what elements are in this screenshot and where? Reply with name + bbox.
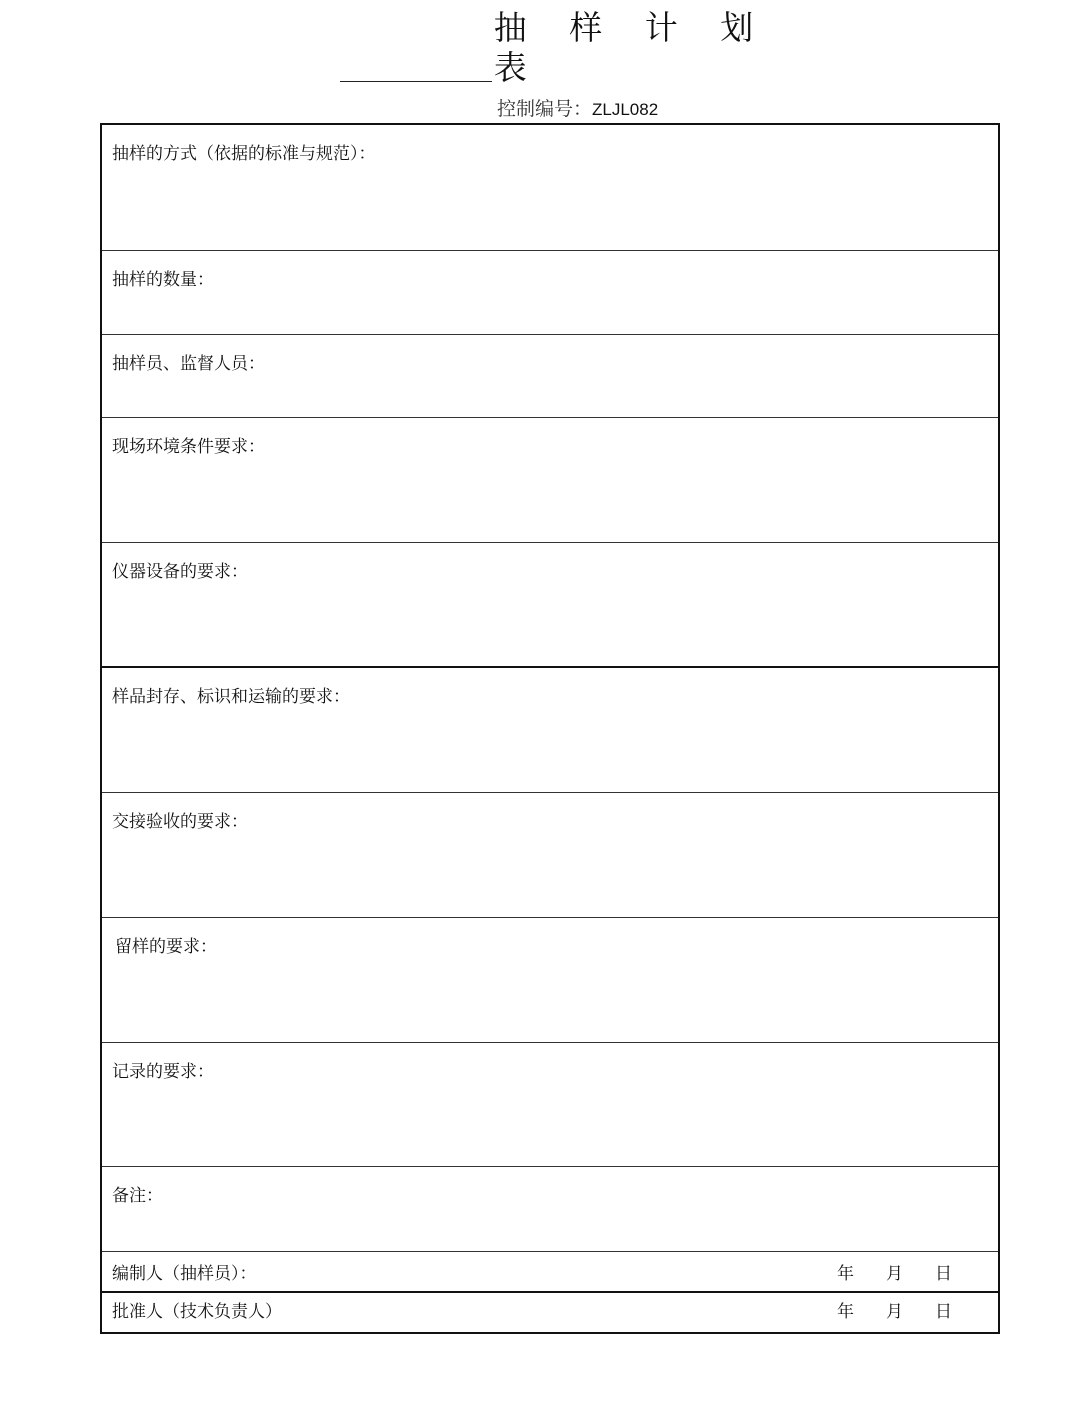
control-number [497, 96, 658, 122]
row-remarks[interactable] [102, 1167, 998, 1252]
row-sample-handling[interactable] [102, 668, 998, 793]
row-site-conditions[interactable] [102, 418, 998, 543]
handover-label: 交接验收的要求： [112, 812, 248, 832]
row-handover[interactable] [102, 793, 998, 918]
document-title [340, 8, 780, 88]
row-sampling-method[interactable] [102, 125, 998, 251]
site-conditions-label: 现场环境条件要求： [112, 437, 265, 457]
sampling-quantity-label: 抽样的数量： [112, 270, 214, 290]
remarks-label: 备注： [112, 1186, 163, 1206]
sample-handling-label: 样品封存、标识和运输的要求： [112, 687, 350, 707]
approved-date-month: 月 [886, 1302, 903, 1322]
approved-date-year: 年 [837, 1302, 854, 1322]
compiled-date-year: 年 [837, 1264, 854, 1284]
retention-label: 留样的要求： [115, 937, 217, 957]
row-personnel[interactable] [102, 335, 998, 418]
compiled-date-day: 日 [935, 1264, 952, 1284]
sampling-method-label: 抽样的方式（依据的标准与规范）： [112, 144, 376, 164]
records-label: 记录的要求： [112, 1062, 214, 1082]
approved-date-day: 日 [935, 1302, 952, 1322]
approved-by-label: 批准人（技术负责人） [112, 1302, 282, 1322]
row-records[interactable] [102, 1043, 998, 1167]
equipment-label: 仪器设备的要求： [112, 562, 248, 582]
approved-date [837, 1301, 952, 1323]
control-number-value: ZLJL082 [592, 100, 659, 119]
compiled-date [837, 1263, 952, 1285]
title-text: 抽 样 计 划 表 [493, 8, 770, 87]
row-approved-by[interactable] [102, 1293, 998, 1332]
control-number-label: 控制编号： [497, 98, 593, 120]
title-blank-field[interactable] [340, 45, 492, 82]
row-sampling-quantity[interactable] [102, 251, 998, 335]
compiled-date-month: 月 [886, 1264, 903, 1284]
row-equipment[interactable] [102, 543, 998, 668]
compiled-by-label: 编制人（抽样员）： [112, 1264, 257, 1284]
personnel-label: 抽样员、监督人员： [112, 354, 265, 374]
row-compiled-by[interactable] [102, 1252, 998, 1293]
sampling-plan-form [100, 123, 1000, 1334]
row-retention[interactable] [102, 918, 998, 1043]
